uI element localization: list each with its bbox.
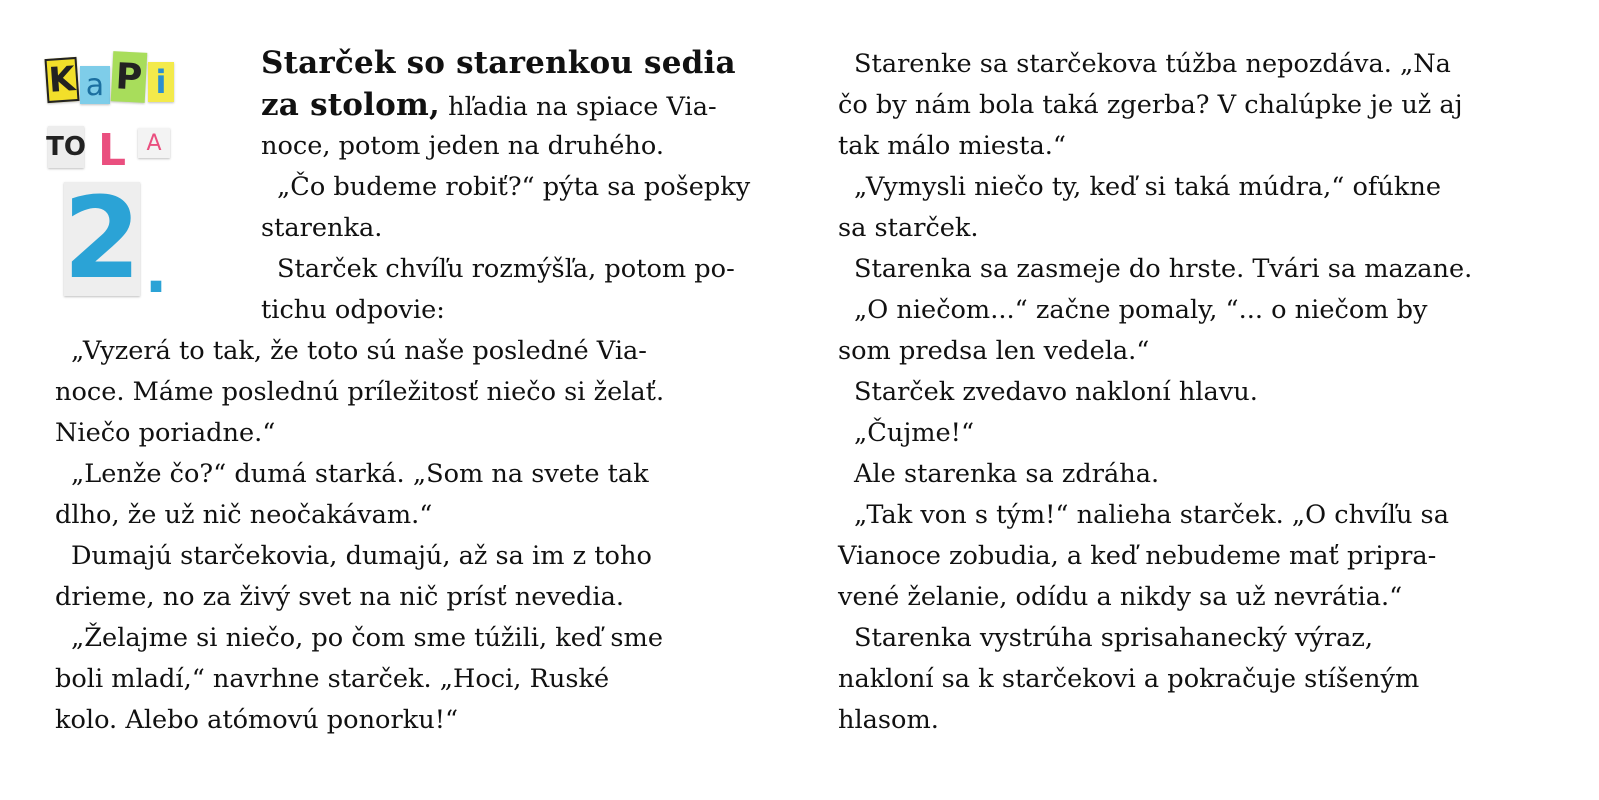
chapter-number: 2	[63, 174, 141, 304]
text-fragment: hľadia na spiace Via-	[448, 92, 717, 122]
paragraph-line: Starček chvíľu rozmýšľa, potom po-	[277, 254, 735, 284]
paragraph-line: tak málo miesta.“	[838, 131, 1066, 161]
paragraph-line: drieme, no za živý svet na nič prísť nevedia.	[55, 582, 624, 612]
chapter-letter-i: i	[148, 62, 174, 102]
chapter-letter-p: P	[111, 51, 148, 103]
lead-heading-continued: za stolom,	[261, 87, 440, 123]
paragraph-line: sa starček.	[838, 213, 979, 243]
chapter-letter-l: L	[92, 126, 132, 174]
left-text-column	[55, 44, 751, 741]
paragraph-line: noce, potom jeden na druhého.	[261, 131, 664, 161]
paragraph-line: Starenka sa zasmeje do hrste. Tvári sa mazane.	[854, 254, 1473, 284]
paragraph-line: dlho, že už nič neočakávam.“	[55, 500, 433, 530]
chapter-letters-to: TO	[48, 126, 84, 168]
right-text-column	[838, 44, 1558, 741]
paragraph-line: Dumajú starčekovia, dumajú, až sa im z toho	[71, 541, 652, 571]
chapter-letter-a-pink: A	[138, 128, 170, 158]
paragraph-line: starenka.	[261, 213, 383, 243]
paragraph-line: som predsa len vedela.“	[838, 336, 1150, 366]
paragraph-line: „O niečom...“ začne pomaly, “... o niečom by	[854, 295, 1428, 325]
paragraph-line: tichu odpovie:	[261, 295, 445, 325]
paragraph-line: Starenka vystrúha sprisahanecký výraz,	[854, 623, 1373, 653]
paragraph-line: Niečo poriadne.“	[55, 418, 276, 448]
paragraph-line: „Tak von s tým!“ nalieha starček. „O chvíľu sa	[854, 500, 1449, 530]
lead-heading: Starček so starenkou sedia	[261, 45, 736, 81]
chapter-letter-k: K	[45, 57, 80, 103]
paragraph-line: „Čujme!“	[854, 418, 975, 448]
paragraph-line: Starček zvedavo nakloní hlavu.	[854, 377, 1258, 407]
paragraph-line: „Želajme si niečo, po čom sme túžili, keď sme	[71, 623, 663, 653]
paragraph-line: „Lenže čo?“ dumá starká. „Som na svete tak	[71, 459, 649, 489]
lead-line	[55, 44, 745, 85]
paragraph-line: nakloní sa k starčekovi a pokračuje stíšeným	[838, 664, 1420, 694]
paragraph-line: Vianoce zobudia, a keď nebudeme mať pripra-	[838, 541, 1437, 571]
chapter-number-dot: .	[142, 252, 170, 292]
paragraph-line: hlasom.	[838, 705, 939, 735]
paragraph-line: Starenke sa starčekova túžba nepozdáva. „Na	[854, 49, 1451, 79]
paragraph-line	[55, 85, 745, 126]
paragraph-line: noce. Máme poslednú príležitosť niečo si želať.	[55, 377, 665, 407]
paragraph-line: „Vyzerá to tak, že toto sú naše posledné Via-	[71, 336, 647, 366]
paragraph-line: Ale starenka sa zdráha.	[854, 459, 1160, 489]
paragraph-line: vené želanie, odídu a nikdy sa už nevrátia.“	[838, 582, 1403, 612]
paragraph-line: kolo. Alebo atómovú ponorku!“	[55, 705, 459, 735]
paragraph-line: boli mladí,“ navrhne starček. „Hoci, Ruské	[55, 664, 610, 694]
paragraph-line: „Čo budeme robiť?“ pýta sa pošepky	[277, 172, 751, 202]
paragraph-line: „Vymysli niečo ty, keď si taká múdra,“ ofúkne	[854, 172, 1442, 202]
paragraph-line: čo by nám bola taká zgerba? V chalúpke je už aj	[838, 90, 1463, 120]
chapter-letter-a: a	[80, 66, 110, 104]
